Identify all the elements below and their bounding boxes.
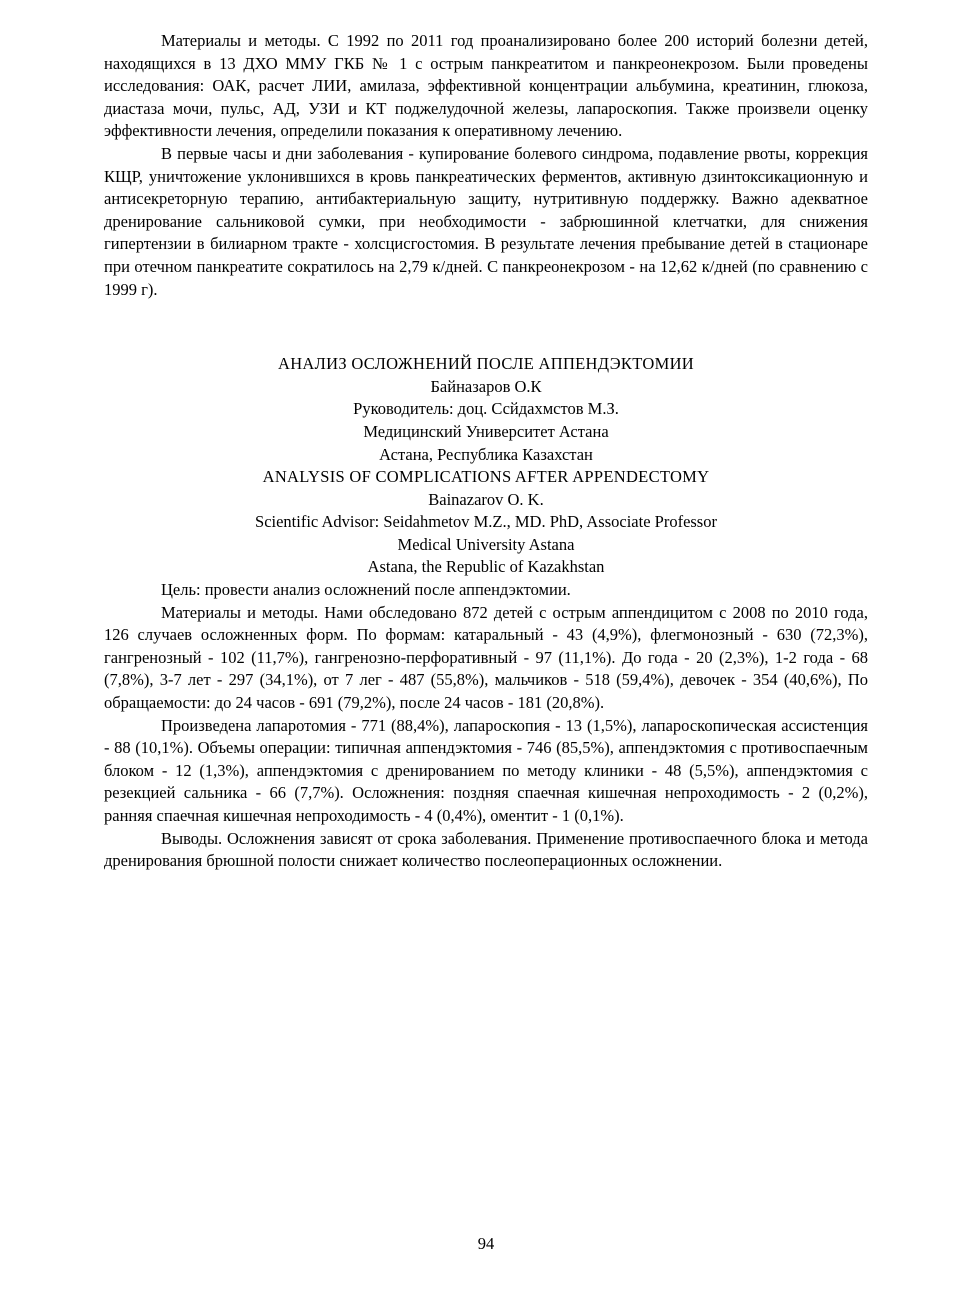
author-en: Bainazarov O. K. <box>428 489 544 509</box>
document-page <box>104 30 868 873</box>
intro-paragraph: Материалы и методы. С 1992 по 2011 год проанализировано более 200 историй болезни детей, находящихся в 13 ДХО ММУ ГКБ № 1 с острым панкреатитом и панкреонекрозом. Были проведены исследования: ОАК, расчет ЛИИ, амилаза, эффективной концентрации альбумина, креатинин, глюкоза, диастаза мочи, пульс, АД, УЗИ и КТ поджелудочной железы, лапароскопия. Также произвели оценку эффективности лечения, определили показания к оперативному лечению. <box>104 31 868 141</box>
location-ru: Астана, Республика Казахстан <box>379 444 593 464</box>
article-title-ru: АНАЛИЗ ОСЛОЖНЕНИЙ ПОСЛЕ АППЕНДЭКТОМИИ <box>277 354 694 374</box>
article-header <box>104 353 868 579</box>
article-paragraph-methods: Материалы и методы. Нами обследовано 872 детей с острым аппендицитом с 2008 по 2010 года, 126 случаев осложненных форм. По формам: катаральный - 43 (4,9%), флегмонозный - 630 (72,3%), гангренозный - 102 (11,7%), гангренозно-перфоративный - 97 (11,1%). До года - 20 (2,3%), 1-2 года - 68 (7,8%), 3-7 лет - 297 (34,1%), от 7 лег - 487 (55,8%), мальчиков - 518 (59,4%), девочек - 354 (40,6%), По обращаемости: до 24 часов - 691 (79,2%), после 24 часов - 181 (20,8%). <box>104 602 868 713</box>
university-ru: Медицинский Университет Астана <box>363 421 609 441</box>
location-en: Astana, the Republic of Kazakhstan <box>367 557 605 577</box>
university-en: Medical University Astana <box>397 534 575 554</box>
article-paragraph-aim: Цель: провести анализ осложнений после аппендэктомии. <box>161 580 571 600</box>
article-paragraph-conclusions: Выводы. Осложнения зависят от срока заболевания. Применение противоспаечного блока и метода дренирования брюшной полости снижает количество послеоперационных осложнении. <box>104 828 868 871</box>
advisor-ru: Руководитель: доц. Ссйдахмстов М.З. <box>353 399 619 419</box>
article-paragraph-operations: Произведена лапаротомия - 771 (88,4%), лапароскопия - 13 (1,5%), лапароскопическая ассистенция - 88 (10,1%). Объемы операции: типичная аппендэктомия - 746 (85,5%), аппендэктомия с противоспаечным блоком - 12 (1,3%), аппендэктомия с дренированием по методу клиники - 48 (5,5%), аппендэктомия с резекцией сальника - 66 (7,7%). Осложнения: поздняя спаечная кишечная непроходимость - 2 (0,2%), ранняя спаечная кишечная непроходимость - 4 (0,4%), оментит - 1 (0,1%). <box>104 715 868 825</box>
advisor-en: Scientific Advisor: Seidahmetov M.Z., MD. PhD, Associate Professor <box>255 512 717 532</box>
intro-paragraph: В первые часы и дни заболевания - купирование болевого синдрома, подавление рвоты, коррекция КЩР, уничтожение уклонившихся в кровь панкреатических ферментов, активную дзинтоксикационную и антисекреторную терапию, антибактериальную защиту, нутритивную поддержку. Важно адекватное дренирование сальниковой сумки, при необходимости - забрюшинной клетчатки, для снижения гипертензии в билиарном тракте - холсцисгостомия. В результате лечения пребывание детей в стационаре при отечном панкреатите сократилось на 2,79 к/дней. С панкреонекрозом - на 12,62 к/дней (по сравнению с 1999 г). <box>104 143 868 299</box>
intro-section <box>104 30 868 301</box>
page-number: 94 <box>477 1234 495 1253</box>
author-ru: Байназаров О.К <box>430 376 542 396</box>
article-body <box>104 579 868 873</box>
article-title-en: ANALYSIS OF COMPLICATIONS AFTER APPENDECTOMY <box>262 467 710 487</box>
